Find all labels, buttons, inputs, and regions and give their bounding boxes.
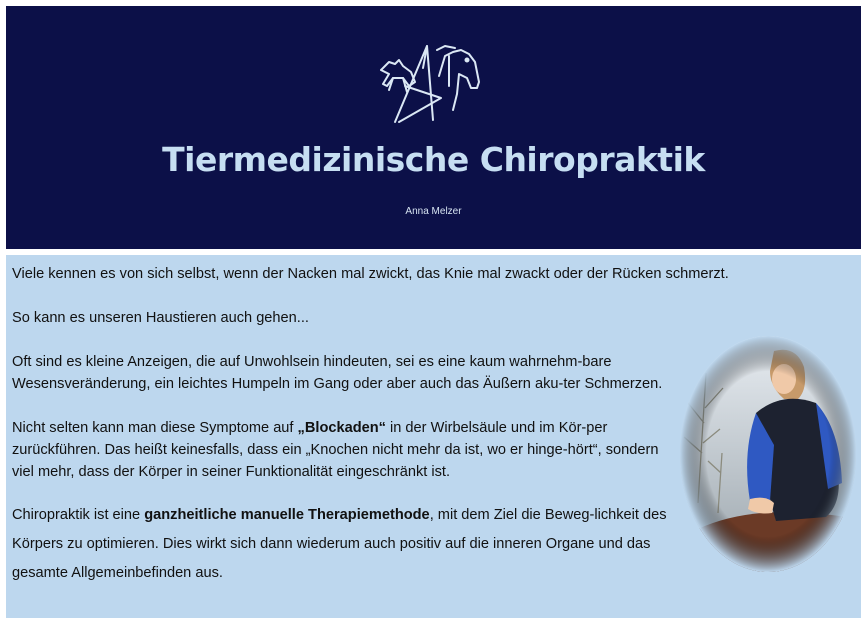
paragraph-blockades-text-1: Nicht selten kann man diese Symptome auf [12,420,298,436]
site-subtitle: Anna Melzer [405,206,462,217]
blockades-emphasis: „Blockaden“ [297,420,386,436]
paragraph-blockades [12,417,672,483]
paragraph-chiropractic-text-1: Chiropraktik ist eine [12,507,145,523]
paragraph-chiropractic-text-2: , mit dem Ziel die Beweg-lichkeit des Körpers zu optimieren. Dies wirkt sich dann wiederum auch positiv auf die inneren Organe und das gesamte Allgemeinbefinden aus. [12,507,667,581]
paragraph-intro: Viele kennen es von sich selbst, wenn der Nacken mal zwickt, das Knie mal zwackt oder der Rücken schmerzt. [12,266,729,282]
paragraph-pets: So kann es unseren Haustieren auch gehen... [12,310,309,326]
paragraph-blockades-text-2: in der Wirbelsäule und im Kör-per zurückführen. Das heißt keinesfalls, dass ein „Knochen nicht mehr da ist, wo er hinge-hört“, sondern viel mehr, dass der Körper in seiner Funktionalität eingeschränkt ist. [12,420,659,480]
chiropractor-treating-horse-photo [678,333,858,575]
header-banner [6,6,861,249]
site-title: Tiermedizinische Chiropraktik [162,140,705,179]
content-text [12,263,729,610]
paragraph-chiropractic [12,501,672,588]
content-panel [6,255,861,618]
horse-dog-letter-a-logo [375,38,483,126]
paragraph-signs: Oft sind es kleine Anzeigen, die auf Unwohlsein hindeuten, sei es eine kaum wahrnehm-bare Wesensveränderung, ein leichtes Humpeln im Gang oder aber auch das Äußern aku-ter Schmerzen. [12,354,663,392]
therapy-emphasis: ganzheitliche manuelle Therapiemethode [144,507,430,523]
